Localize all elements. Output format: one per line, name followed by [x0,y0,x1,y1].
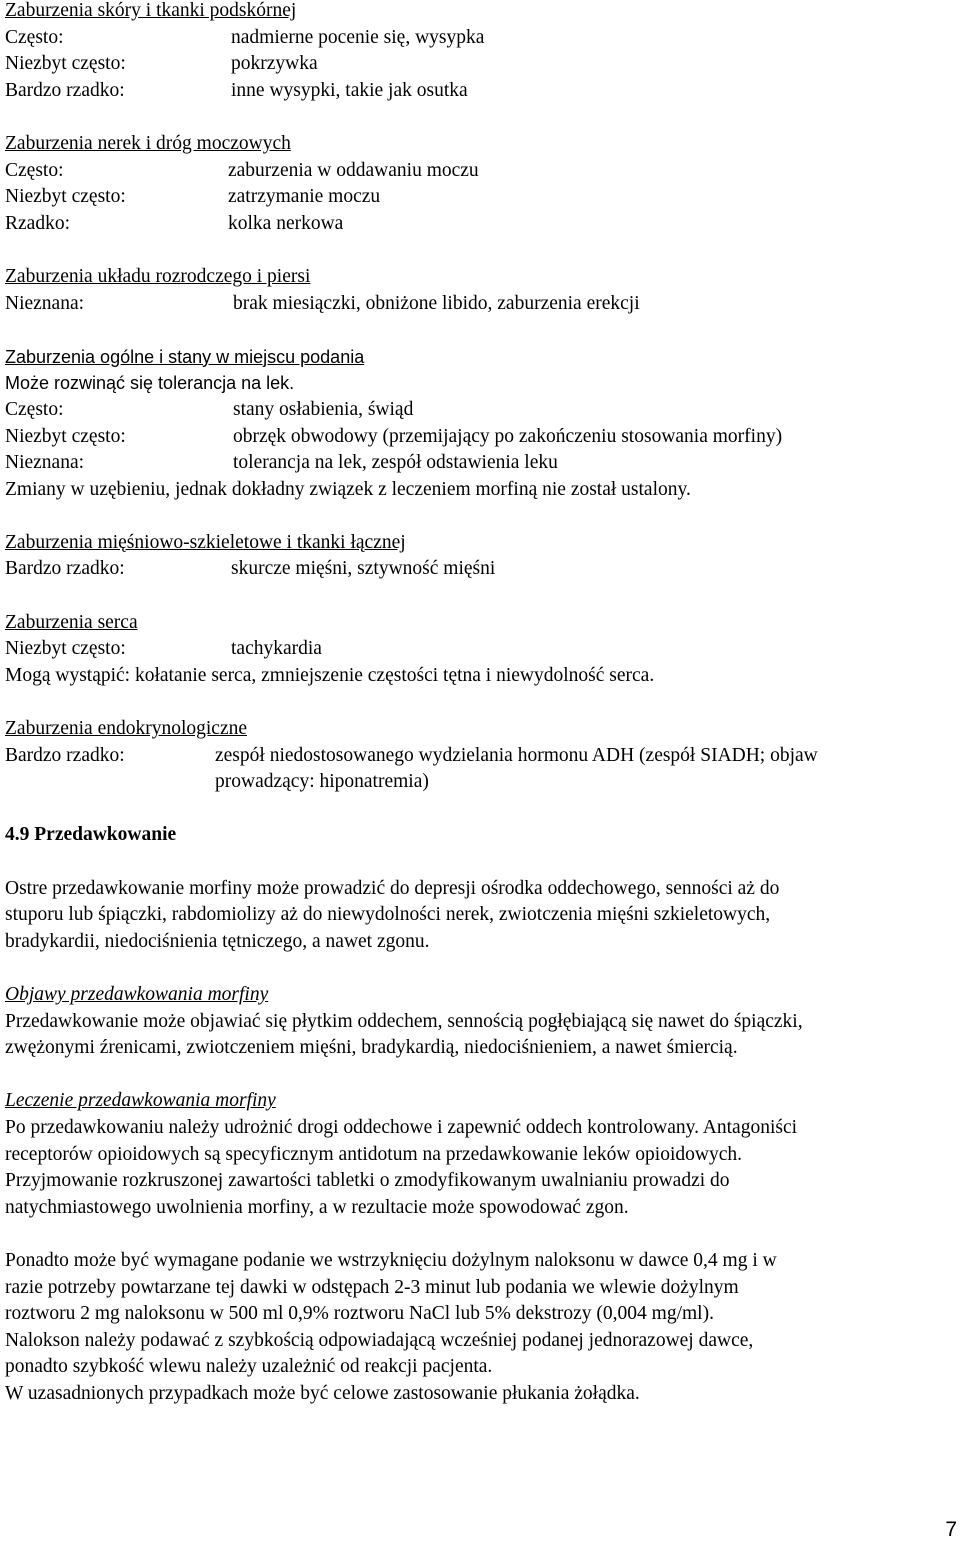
text-line: zwężonymi źrenicami, zwiotczeniem mięśni, bradykardią, niedociśnieniem, a nawet śmiercią. [5,1037,738,1059]
skin-row [5,25,955,52]
kidney-heading: Zaburzenia nerek i dróg moczowych [5,132,291,154]
effect-value: brak miesiączki, obniżone libido, zaburzenia erekcji [233,292,640,314]
effect-value: inne wysypki, takie jak osutka [231,79,468,101]
effect-value: zatrzymanie moczu [228,186,381,208]
frequency-label: Rzadko: [5,212,70,234]
skin-row [5,51,955,78]
frequency-label: Często: [5,26,64,48]
heart-heading: Zaburzenia serca [5,611,138,633]
text-line: razie potrzeby powtarzane tej dawki w odstępach 2-3 minut lub podania we wlewie dożylnym [5,1276,739,1298]
text-line: bradykardii, niedociśnienia tętniczego, a nawet zgonu. [5,930,430,952]
effect-value: kolka nerkowa [228,212,344,234]
text-line: Ponadto może być wymagane podanie we wstrzyknięciu dożylnym naloksonu w dawce 0,4 mg i w [5,1249,777,1271]
text-line: Ostre przedawkowanie morfiny może prowadzić do depresji ośrodka oddechowego, senności aż do [5,877,780,899]
overdose-paragraph-2 [5,1009,955,1062]
frequency-label: Bardzo rzadko: [5,558,125,580]
frequency-label: Niezbyt często: [5,638,126,660]
text-line: stuporu lub śpiączki, rabdomiolizy aż do niewydolności nerek, zwiotczenia mięśni szkieletowych, [5,904,771,926]
kidney-row [5,158,955,185]
frequency-label: Niezbyt często: [5,186,126,208]
endocrine-row-cont [5,769,955,796]
musculo-row [5,556,955,583]
general-intro: Może rozwinąć się tolerancja na lek. [5,373,295,394]
general-heading: Zaburzenia ogólne i stany w miejscu podania [5,346,365,367]
symptoms-heading: Objawy przedawkowania morfiny [5,983,269,1005]
general-row [5,450,955,477]
frequency-label: Nieznana: [5,292,85,314]
skin-row [5,78,955,105]
text-line: Przyjmowanie rozkruszonej zawartości tabletki o zmodyfikowanym uwalnianiu prowadzi do [5,1170,730,1192]
page-number: 7 [945,1518,957,1541]
frequency-label: Nieznana: [5,452,85,474]
text-line: receptorów opioidowych są specyficznym antidotum na przedawkowanie leków opioidowych. [5,1143,742,1165]
effect-value: nadmierne pocenie się, wysypka [231,26,485,48]
kidney-row [5,184,955,211]
frequency-label: Często: [5,159,64,181]
skin-heading: Zaburzenia skóry i tkanki podskórnej [5,0,297,21]
text-line: roztworu 2 mg naloksonu w 500 ml 0,9% roztworu NaCl lub 5% dekstrozy (0,004 mg/ml). [5,1303,714,1325]
general-row [5,397,955,424]
overdose-paragraph-1 [5,876,955,956]
overdose-paragraph-4 [5,1248,955,1408]
section-title: 4.9 Przedawkowanie [5,824,177,846]
effect-value: obrzęk obwodowy (przemijający po zakończeniu stosowania morfiny) [233,425,783,447]
reproductive-heading: Zaburzenia układu rozrodczego i piersi [5,265,311,287]
heart-row [5,636,955,663]
text-line: Nalokson należy podawać z szybkością odpowiadającą wcześniej podanej jednorazowej dawce, [5,1329,754,1351]
document-page [5,0,955,1407]
endocrine-row [5,743,955,770]
text-line: Przedawkowanie może objawiać się płytkim oddechem, sennością pogłębiającą się nawet do śpiączki, [5,1010,803,1032]
effect-value: tachykardia [231,638,322,660]
text-line: Po przedawkowaniu należy udrożnić drogi oddechowe i zapewnić oddech kontrolowany. Antagoniści [5,1116,798,1138]
frequency-label: Bardzo rzadko: [5,79,125,101]
text-line: ponadto szybkość wlewu należy uzależnić od reakcji pacjenta. [5,1356,493,1378]
effect-value: zespół niedostosowanego wydzielania hormonu ADH (zespół SIADH; objaw [215,744,818,766]
general-note: Zmiany w uzębieniu, jednak dokładny związek z leczeniem morfiną nie został ustalony. [5,478,691,500]
frequency-label: Niezbyt często: [5,425,126,447]
effect-value: pokrzywka [231,53,318,75]
frequency-label: Często: [5,398,64,420]
overdose-paragraph-3 [5,1115,955,1221]
frequency-label: Niezbyt często: [5,53,126,75]
effect-value-continued: prowadzący: hiponatremia) [215,771,429,793]
musculo-heading: Zaburzenia mięśniowo-szkieletowe i tkanki łącznej [5,531,406,553]
text-line: W uzasadnionych przypadkach może być celowe zastosowanie płukania żołądka. [5,1382,640,1404]
effect-value: skurcze mięśni, sztywność mięśni [231,558,496,580]
kidney-row [5,211,955,238]
effect-value: tolerancja na lek, zespół odstawienia leku [233,452,558,474]
endocrine-heading: Zaburzenia endokrynologiczne [5,718,248,740]
frequency-label: Bardzo rzadko: [5,744,125,766]
effect-value: zaburzenia w oddawaniu moczu [228,159,479,181]
treatment-heading: Leczenie przedawkowania morfiny [5,1090,276,1112]
reproductive-row [5,291,955,318]
text-line: natychmiastowego uwolnienia morfiny, a w rezultacie może spowodować zgon. [5,1196,629,1218]
effect-value: stany osłabienia, świąd [233,398,414,420]
general-row [5,424,955,451]
heart-note: Mogą wystąpić: kołatanie serca, zmniejszenie częstości tętna i niewydolność serca. [5,664,655,686]
